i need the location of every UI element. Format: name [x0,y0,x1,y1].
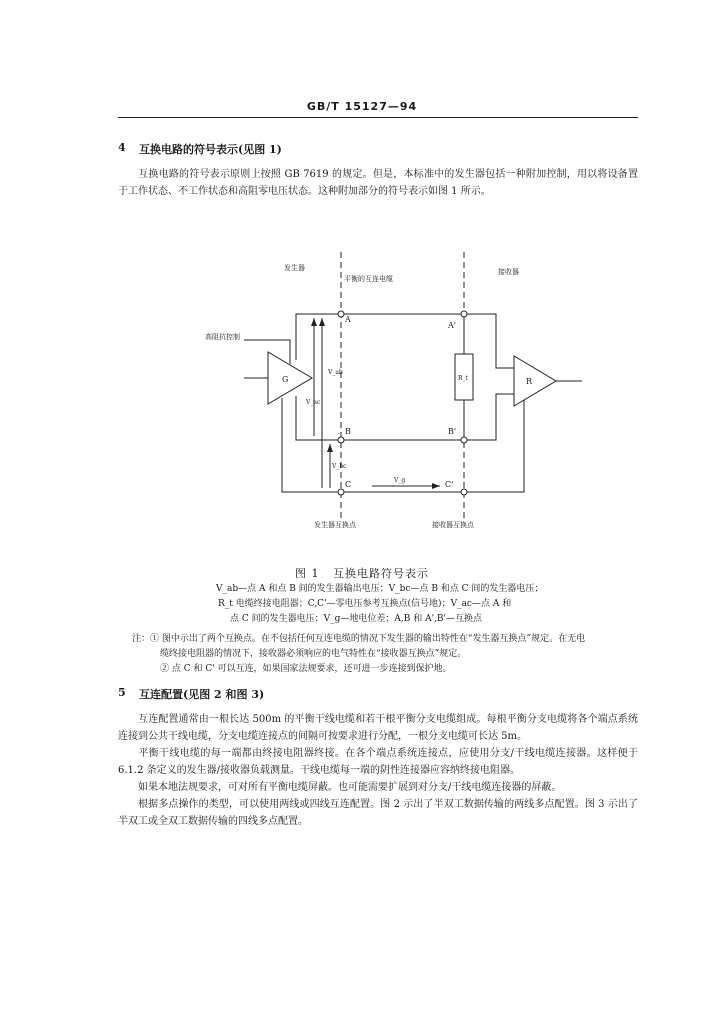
receiver-r-label: R [526,377,533,386]
figure-legend [216,582,638,627]
point-c-prime-label: C' [445,480,454,489]
vac-label: V_ac [306,399,321,406]
generator-g-label: G [282,375,289,384]
point-a-node [338,311,344,317]
vg-label: V_g [394,477,406,484]
standard-number: GB/T 15127—94 [306,100,418,113]
point-c-node [338,489,344,495]
cable-label: 平衡的互连电缆 [344,275,393,283]
receiver-input-b [464,394,514,440]
point-b-node [338,437,344,443]
section-5-paragraph: 互连配置通常由一根长达 500m 的平衡干线电缆和若干根平衡分支电缆组成。每根平衡分支电缆将各个端点系统连接到公共干线电缆，分支电缆连接点的间隔可按要求进行分配，一根分支电缆可长达 5m。 [118,714,638,742]
section-4-title: 互换电路的符号表示(见图 1) [139,143,282,156]
note-line: 注：① 图中示出了两个互换点。在不包括任何互连电缆的情况下发生器的输出特性在“发生器互换点”规定。在无电 [132,634,586,644]
generator-output-a [296,314,341,360]
point-b-label: B [345,427,351,436]
point-b-prime-node [461,437,467,443]
point-c-label: C [345,480,352,489]
note-line: ② 点 C 和 C' 可以互连，如果国家法规要求，还可进一步连接到保护地。 [160,664,452,674]
figure-caption-title: 互换电路符号表示 [333,567,429,580]
vab-label: V_ab [328,369,343,376]
gen-interchange-point-label: 发生器互换点 [314,521,356,529]
section-5-paragraph: 如果本地法规要求，可对所有平衡电缆屏蔽。也可能需要扩展到对分支/干线电缆连接器的屏蔽。 [138,782,562,793]
point-a-label: A [345,315,351,324]
section-5-paragraph: 根据多点操作的类型，可以使用两线或四线互连配置。图 2 示出了半双工数据传输的两线多点配置。图 3 示出了半双工或全双工数据传输的四线多点配置。 [118,799,638,827]
section-4-number: 4 [118,141,126,154]
legend-line: 点 C 间的发生器电压；V_g—地电位差；A,B 和 A',B'—互换点 [230,614,482,624]
rcv-interchange-point-label: 接收器互换点 [432,521,474,529]
note-line: 缆终接电阻器的情况下，接收器必须响应的电气特性在“接收器互换点”规定。 [160,649,467,659]
figure-caption [0,565,724,581]
section-5-heading [118,686,638,702]
point-b-prime-label: B' [448,427,457,436]
point-c-prime-node [461,489,467,495]
section-5-body [118,711,638,830]
section-5-title: 互连配置(见图 2 和图 3) [139,688,265,701]
resistor-label: R_t [458,375,468,382]
section-5-paragraph: 平衡干线电缆的每一端都由终接电阻器终接。在各个端点系统连接点，应使用分支/干线电缆连接器。这样便于 6.1.2 条定义的发生器/接收器负载测量。干线电缆每一端的阴性连接器应容纳终接电阻器。 [118,748,638,776]
high-z-control-label: 高阻抗控制 [205,333,240,341]
generator-label: 发生器 [284,264,305,272]
legend-line: R_t 电缆终接电阻器；C,C'—零电压参考互换点(信号地)；V_ac—点 A 和 [218,599,512,609]
figure-notes [132,632,642,677]
point-a-prime-label: A' [448,321,456,330]
vbc-label: V_bc [332,463,347,470]
legend-line: V_ab—点 A 和点 B 间的发生器输出电压；V_bc—点 B 和点 C 间的发生器电压； [216,584,544,594]
figure-caption-number: 图 1 [295,567,320,580]
section-5-number: 5 [118,686,126,699]
receiver-label: 接收器 [498,268,519,276]
section-4-text: 互换电路的符号表示原则上按照 GB 7619 的规定。但是，本标准中的发生器包括一种附加控制，用以将设备置于工作状态、不工作状态和高阻零电压状态。这种附加部分的符号表示如图 1 所示。 [118,169,638,197]
receiver-triangle [514,356,556,406]
point-a-prime-node [461,311,467,317]
